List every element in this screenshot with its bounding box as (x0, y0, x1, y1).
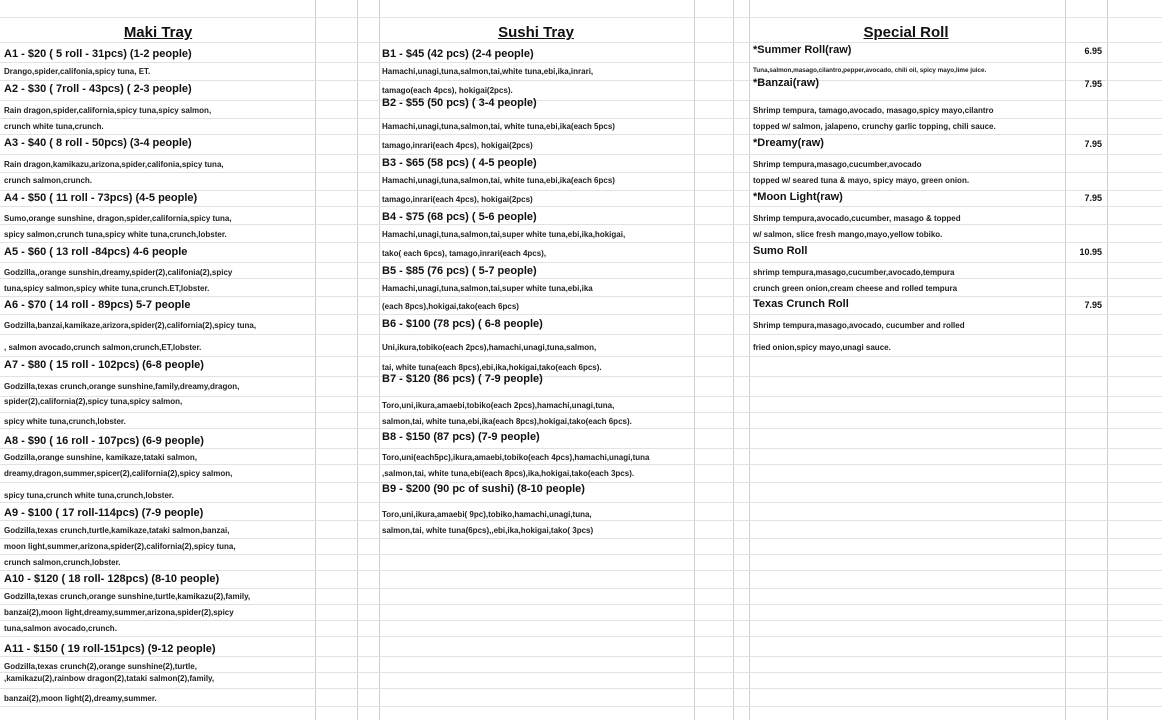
row-divider (0, 80, 1162, 81)
row-divider (0, 672, 1162, 673)
menu-item-title: B1 - $45 (42 pcs) (2-4 people) (382, 48, 534, 60)
menu-item-description: Toro,uni,ikura,amaebi( 9pc),tobiko,hamachi,unagi,tuna, (382, 510, 592, 519)
menu-item-description: Godzilla,texas crunch,orange sunshine,family,dreamy,dragon, (4, 382, 240, 391)
menu-item-description: Sumo,orange sunshine, dragon,spider,california,spicy tuna, (4, 214, 232, 223)
row-divider (0, 314, 1162, 315)
menu-item-description: spicy salmon,crunch tuna,spicy white tuna,crunch,lobster. (4, 230, 227, 239)
menu-item-title: A9 - $100 ( 17 roll-114pcs) (7-9 people) (4, 507, 204, 519)
menu-item-price: 7.95 (1084, 300, 1102, 310)
menu-item-description: Toro,uni(each5pc),ikura,amaebi,tobiko(each 4pcs),hamachi,unagi,tuna (382, 453, 650, 462)
menu-item-description: shrimp tempura,masago,cucumber,avocado,tempura (753, 268, 955, 277)
row-divider (0, 42, 1162, 43)
menu-item-description: fried onion,spicy mayo,unagi sauce. (753, 343, 891, 352)
menu-item-description: banzai(2),moon light(2),dreamy,summer. (4, 694, 157, 703)
row-divider (0, 356, 1162, 357)
menu-item-description: (each 8pcs),hokigai,tako(each 6pcs) (382, 302, 519, 311)
row-divider (0, 448, 1162, 449)
menu-item-title: B8 - $150 (87 pcs) (7-9 people) (382, 431, 540, 443)
menu-item-description: Tuna,salmon,masago,cilantro,pepper,avocado, chili oil, spicy mayo,lime juice. (753, 67, 987, 74)
row-divider (0, 17, 1162, 18)
column-divider (1065, 0, 1066, 720)
menu-item-title: A5 - $60 ( 13 roll -84pcs) 4-6 people (4, 246, 188, 258)
menu-item-description: tuna,spicy salmon,spicy white tuna,crunch.ET,lobster. (4, 284, 210, 293)
menu-item-title: A4 - $50 ( 11 roll - 73pcs) (4-5 people) (4, 192, 198, 204)
menu-item-title: A8 - $90 ( 16 roll - 107pcs) (6-9 people) (4, 435, 204, 447)
row-divider (0, 688, 1162, 689)
menu-item-description: crunch salmon,crunch. (4, 176, 93, 185)
column-divider (315, 0, 316, 720)
menu-item-description: Hamachi,unagi,tuna,salmon,tai,white tuna,ebi,ika,inrari, (382, 67, 594, 76)
menu-item-title: B5 - $85 (76 pcs) ( 5-7 people) (382, 265, 537, 277)
maki-tray-heading: Maki Tray (123, 24, 193, 41)
column-divider (749, 0, 750, 720)
row-divider (0, 412, 1162, 413)
menu-item-description: ,kamikazu(2),rainbow dragon(2),tataki salmon(2),family, (4, 674, 215, 683)
row-divider (0, 278, 1162, 279)
menu-item-description: tamago,inrari(each 4pcs), hokigai(2pcs) (382, 141, 533, 150)
menu-item-title: B3 - $65 (58 pcs) ( 4-5 people) (382, 157, 537, 169)
menu-item-description: spicy white tuna,crunch,lobster. (4, 417, 126, 426)
row-divider (0, 656, 1162, 657)
menu-item-price: 7.95 (1084, 139, 1102, 149)
menu-item-title: A2 - $30 ( 7roll - 43pcs) ( 2-3 people) (4, 83, 192, 95)
menu-item-description: Godzilla,banzai,kamikaze,arizora,spider(2),california(2),spicy tuna, (4, 321, 257, 330)
row-divider (0, 242, 1162, 243)
row-divider (0, 224, 1162, 225)
menu-item-description: w/ salmon, slice fresh mango,mayo,yellow tobiko. (753, 230, 943, 239)
menu-item-description: Shrimp tempura, tamago,avocado, masago,spicy mayo,cilantro (753, 106, 994, 115)
menu-item-title: Texas Crunch Roll (753, 298, 849, 310)
menu-item-title: B4 - $75 (68 pcs) ( 5-6 people) (382, 211, 537, 223)
menu-item-description: Rain dragon,spider,california,spicy tuna,spicy salmon, (4, 106, 212, 115)
menu-item-description: crunch green onion,cream cheese and rolled tempura (753, 284, 958, 293)
menu-item-title: *Dreamy(raw) (753, 137, 824, 149)
menu-item-description: Godzilla,orange sunshine, kamikaze,tataki salmon, (4, 453, 197, 462)
row-divider (0, 100, 1162, 101)
menu-item-title: A6 - $70 ( 14 roll - 89pcs) 5-7 people (4, 299, 191, 311)
menu-item-description: tamago,inrari(each 4pcs), hokigai(2pcs) (382, 195, 533, 204)
column-divider (694, 0, 695, 720)
menu-item-title: B6 - $100 (78 pcs) ( 6-8 people) (382, 318, 543, 330)
row-divider (0, 636, 1162, 637)
sushi-tray-heading: Sushi Tray (498, 24, 574, 41)
row-divider (0, 588, 1162, 589)
menu-item-description: crunch salmon,crunch,lobster. (4, 558, 121, 567)
row-divider (0, 502, 1162, 503)
menu-item-title: *Banzai(raw) (753, 77, 820, 89)
menu-item-description: moon light,summer,arizona,spider(2),california(2),spicy tuna, (4, 542, 236, 551)
menu-item-description: salmon,tai, white tuna(6pcs),,ebi,ika,hokigai,tako( 3pcs) (382, 526, 594, 535)
menu-item-description: Hamachi,unagi,tuna,salmon,tai, white tuna,ebi,ika(each 6pcs) (382, 176, 615, 185)
row-divider (0, 428, 1162, 429)
row-divider (0, 134, 1162, 135)
menu-item-description: topped w/ seared tuna & mayo, spicy mayo, green onion. (753, 176, 970, 185)
row-divider (0, 706, 1162, 707)
menu-item-description: tuna,salmon avocado,crunch. (4, 624, 117, 633)
menu-item-description: Uni,ikura,tobiko(each 2pcs),hamachi,unagi,tuna,salmon, (382, 343, 597, 352)
menu-item-description: tai, white tuna(each 8pcs),ebi,ika,hokigai,tako(each 6pcs). (382, 363, 602, 372)
menu-item-description: banzai(2),moon light,dreamy,summer,arizona,spider(2),spicy (4, 608, 234, 617)
row-divider (0, 464, 1162, 465)
row-divider (0, 570, 1162, 571)
column-divider (379, 0, 380, 720)
row-divider (0, 62, 1162, 63)
menu-item-title: B7 - $120 (86 pcs) ( 7-9 people) (382, 373, 543, 385)
menu-item-title: A11 - $150 ( 19 roll-151pcs) (9-12 people) (4, 643, 216, 655)
menu-item-title: *Summer Roll(raw) (753, 44, 852, 56)
row-divider (0, 620, 1162, 621)
menu-item-price: 7.95 (1084, 79, 1102, 89)
menu-item-title: B2 - $55 (50 pcs) ( 3-4 people) (382, 97, 537, 109)
menu-item-description: Drango,spider,califonia,spicy tuna, ET. (4, 67, 151, 76)
menu-item-description: Shrimp tempura,masago,cucumber,avocado (753, 160, 922, 169)
menu-item-title: *Moon Light(raw) (753, 191, 843, 203)
menu-item-description: crunch white tuna,crunch. (4, 122, 104, 131)
menu-item-title: B9 - $200 (90 pc of sushi) (8-10 people) (382, 483, 585, 495)
menu-item-description: salmon,tai, white tuna,ebi,ika(each 8pcs),hokigai,tako(each 6pcs). (382, 417, 632, 426)
menu-item-description: Hamachi,unagi,tuna,salmon,tai,super white tuna,ebi,ika (382, 284, 593, 293)
menu-item-description: Hamachi,unagi,tuna,salmon,tai, white tuna,ebi,ika(each 5pcs) (382, 122, 615, 131)
menu-item-description: Rain dragon,kamikazu,arizona,spider,califonia,spicy tuna, (4, 160, 224, 169)
row-divider (0, 538, 1162, 539)
menu-item-description: spider(2),california(2),spicy tuna,spicy salmon, (4, 397, 183, 406)
row-divider (0, 520, 1162, 521)
menu-item-description: tamago(each 4pcs), hokigai(2pcs). (382, 86, 513, 95)
column-divider (733, 0, 734, 720)
menu-item-title: A3 - $40 ( 8 roll - 50pcs) (3-4 people) (4, 137, 192, 149)
row-divider (0, 206, 1162, 207)
row-divider (0, 604, 1162, 605)
menu-item-description: tako( each 6pcs), tamago,inrari(each 4pcs), (382, 249, 547, 258)
row-divider (0, 190, 1162, 191)
menu-item-description: ,salmon,tai, white tuna,ebi(each 8pcs),ika,hokigai,tako(each 3pcs). (382, 469, 635, 478)
row-divider (0, 172, 1162, 173)
menu-item-description: Toro,uni,ikura,amaebi,tobiko(each 2pcs),hamachi,unagi,tuna, (382, 401, 615, 410)
menu-item-title: A1 - $20 ( 5 roll - 31pcs) (1-2 people) (4, 48, 192, 60)
menu-item-description: Godzilla,,orange sunshin,dreamy,spider(2),califonia(2),spicy (4, 268, 233, 277)
menu-item-description: Godzilla,texas crunch,orange sunshine,turtle,kamikazu(2),family, (4, 592, 251, 601)
row-divider (0, 334, 1162, 335)
menu-item-price: 7.95 (1084, 193, 1102, 203)
menu-item-description: Godzilla,texas crunch,turtle,kamikaze,tataki salmon,banzai, (4, 526, 230, 535)
column-divider (357, 0, 358, 720)
column-divider (1107, 0, 1108, 720)
row-divider (0, 154, 1162, 155)
menu-item-title: A7 - $80 ( 15 roll - 102pcs) (6-8 people) (4, 359, 204, 371)
menu-item-description: Shrimp tempura,masago,avocado, cucumber and rolled (753, 321, 965, 330)
menu-item-title: Sumo Roll (753, 245, 808, 257)
row-divider (0, 376, 1162, 377)
special-roll-heading: Special Roll (863, 24, 949, 41)
menu-item-price: 10.95 (1079, 247, 1102, 257)
menu-item-title: A10 - $120 ( 18 roll- 128pcs) (8-10 people) (4, 573, 220, 585)
menu-item-description: Hamachi,unagi,tuna,salmon,tai,super white tuna,ebi,ika,hokigai, (382, 230, 626, 239)
row-divider (0, 262, 1162, 263)
menu-item-description: Shrimp tempura,avocado,cucumber, masago & topped (753, 214, 961, 223)
menu-item-description: topped w/ salmon, jalapeno, crunchy garlic topping, chili sauce. (753, 122, 996, 131)
menu-item-description: dreamy,dragon,summer,spicer(2),california(2),spicy salmon, (4, 469, 233, 478)
row-divider (0, 296, 1162, 297)
menu-item-description: , salmon avocado,crunch salmon,crunch,ET,lobster. (4, 343, 202, 352)
menu-item-description: spicy tuna,crunch white tuna,crunch,lobster. (4, 491, 174, 500)
menu-item-description: Godzilla,texas crunch(2),orange sunshine(2),turtle, (4, 662, 197, 671)
row-divider (0, 118, 1162, 119)
menu-item-price: 6.95 (1084, 46, 1102, 56)
row-divider (0, 554, 1162, 555)
